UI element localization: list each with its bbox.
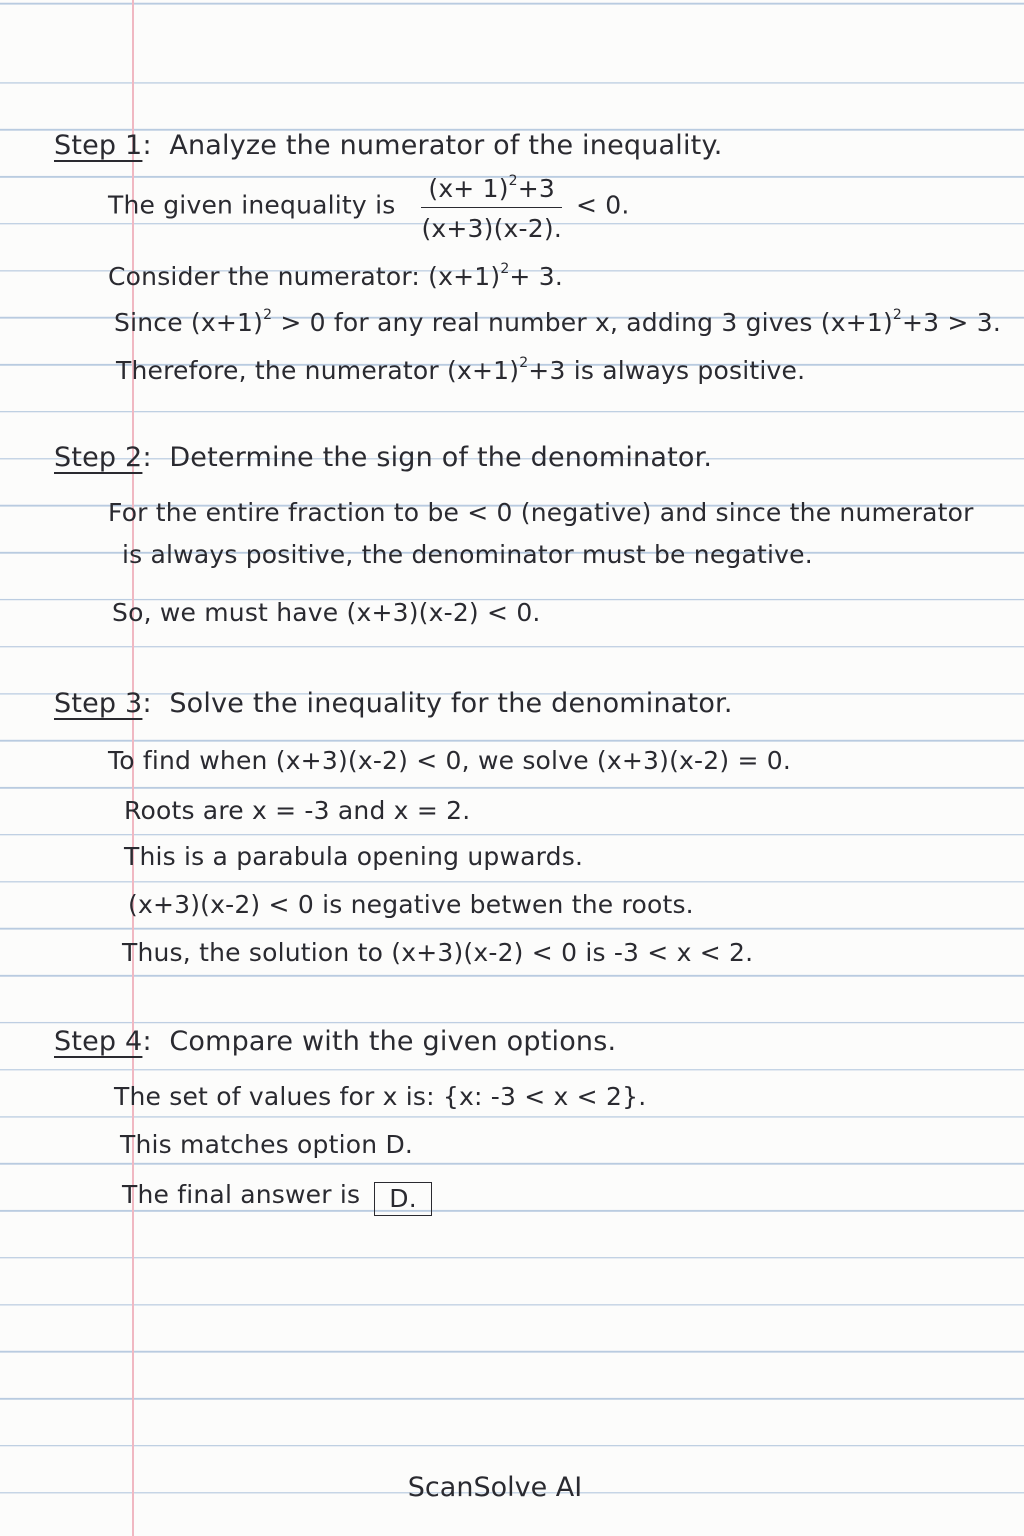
step-3-heading: Step 3: Solve the inequality for the denominator. xyxy=(54,688,733,719)
step-2-line-1: For the entire fraction to be < 0 (negative) and since the numerator xyxy=(108,498,974,527)
step-1-heading: Step 1: Analyze the numerator of the inequality. xyxy=(54,130,723,161)
step-4-heading: Step 4: Compare with the given options. xyxy=(54,1026,617,1057)
step-3-label: Step 3 xyxy=(54,688,143,719)
step-4-line-2: This matches option D. xyxy=(120,1130,414,1159)
step-4-final-answer xyxy=(122,1178,432,1212)
step-3-line-5: Thus, the solution to (x+3)(x-2) < 0 is -3 < x < 2. xyxy=(122,938,754,967)
step-1-label: Step 1 xyxy=(54,130,143,161)
footer-brand: ScanSolve AI xyxy=(407,1472,583,1503)
step-3-line-1: To find when (x+3)(x-2) < 0, we solve (x+3)(x-2) = 0. xyxy=(108,746,791,775)
given-intro: The given inequality is xyxy=(108,190,396,220)
step-1-title: Analyze the numerator of the inequality. xyxy=(169,130,723,161)
step-1-therefore: Therefore, the numerator $(x+1)^2+3$ is always positive. xyxy=(116,355,806,385)
step-4-line-1: The set of values for x is: {x: -3 < x < 2}. xyxy=(114,1082,647,1111)
step-2-label: Step 2 xyxy=(54,442,143,473)
given-tail: < 0. xyxy=(575,190,630,220)
step-2-title: Determine the sign of the denominator. xyxy=(169,442,713,473)
step-3-line-4: (x+3)(x-2) < 0 is negative betwen the roots. xyxy=(128,890,694,919)
step-1-consider: Consider the numerator: $(x+1)^2+ 3$. xyxy=(108,261,563,291)
step-3-title: Solve the inequality for the denominator. xyxy=(169,688,733,719)
step-2-line-2: is always positive, the denominator must be negative. xyxy=(122,540,813,569)
step-3-line-2: Roots are x = -3 and x = 2. xyxy=(124,796,471,825)
step-3-line-3: This is a parabula opening upwards. xyxy=(124,842,584,871)
fraction xyxy=(421,174,562,243)
fraction-denominator: (x+3)(x-2). xyxy=(421,214,562,243)
fraction-numerator: $(x+ 1)^2+3$ xyxy=(421,174,562,208)
final-answer-label: The final answer is xyxy=(122,1180,361,1209)
final-answer-box: D. xyxy=(374,1182,432,1216)
step-4-title: Compare with the given options. xyxy=(169,1026,617,1057)
step-1-given xyxy=(108,172,630,241)
step-4-label: Step 4 xyxy=(54,1026,143,1057)
step-1-since: Since $(x+1)^2 > 0$ for any real number x, adding 3 gives $(x+1)^2+3 > 3$. xyxy=(114,307,1001,337)
step-2-heading: Step 2: Determine the sign of the denominator. xyxy=(54,442,713,473)
step-2-line-3: So, we must have (x+3)(x-2) < 0. xyxy=(112,598,541,627)
